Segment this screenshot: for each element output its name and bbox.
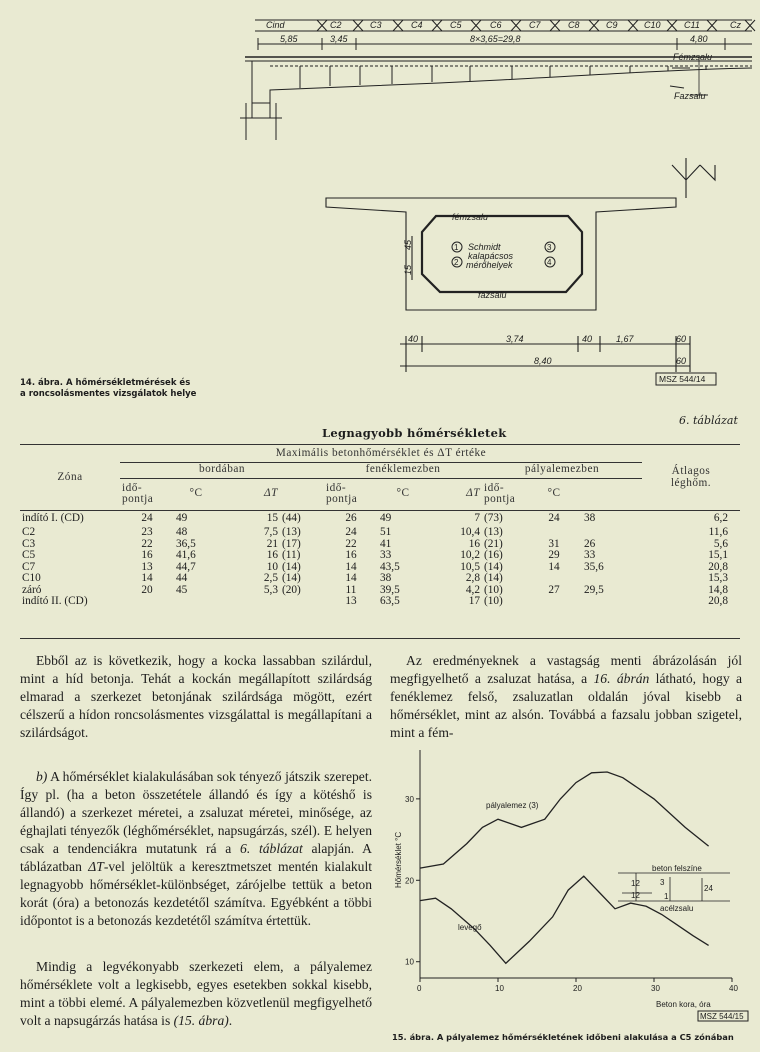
x-axis-label: Beton kora, óra bbox=[656, 1000, 711, 1009]
table-cell: 16 bbox=[468, 537, 480, 550]
table-cell: 24 bbox=[141, 512, 153, 524]
seg-label: Cind bbox=[266, 20, 285, 30]
temperature-table bbox=[20, 446, 740, 608]
table-cell: 4,2 bbox=[465, 583, 480, 596]
p3-a: Mindig a legvékonyabb szerkezeti elem, a pályalemez hőmérséklete volt a legkisebb, egyes esetekben sokkal kisebb, mint a többi elemé. A pályalemezben közvetlenül megfigyelhető volt a napsugárzás hatása is bbox=[20, 959, 372, 1028]
table-cell: 14 bbox=[345, 572, 357, 584]
table-cell: 49 bbox=[176, 512, 188, 524]
caption-line: 14. ábra. A hőmérsékletmérések és bbox=[20, 378, 191, 388]
table-cell: 16 bbox=[266, 549, 278, 561]
series-label: pályalemez (3) bbox=[486, 801, 539, 810]
table-cell: 15,1 bbox=[708, 549, 728, 561]
left-paragraph-2 bbox=[20, 768, 372, 930]
table-cell: 14 bbox=[141, 572, 153, 584]
table-cell: (21) bbox=[484, 537, 503, 550]
segment-joint bbox=[628, 20, 638, 31]
table-cell bbox=[526, 573, 582, 585]
group-fenek: fenéklemezben bbox=[324, 462, 482, 478]
segment-joint bbox=[667, 20, 677, 31]
col-c: °C bbox=[189, 487, 203, 500]
msz-14: MSZ 544/14 bbox=[659, 374, 706, 384]
fazsalu-label: Fazsalu bbox=[674, 91, 706, 101]
dim-label: 8×3,65=29,8 bbox=[470, 34, 521, 44]
dim-60a: 60 bbox=[676, 334, 687, 344]
table-cell: 7,5 bbox=[263, 526, 278, 538]
table-cell bbox=[582, 527, 642, 539]
header-top: Maximális betonhőmérséklet és ΔT értéke bbox=[120, 446, 642, 462]
col-ido bbox=[482, 478, 526, 510]
table-rule-top bbox=[20, 444, 740, 445]
table-cell: C7 bbox=[22, 560, 36, 573]
cs-fazsalu: fazsalu bbox=[478, 290, 507, 300]
table-cell: 14,8 bbox=[708, 583, 728, 596]
table-cell: C10 bbox=[22, 572, 41, 584]
dim-60b: 60 bbox=[676, 356, 687, 366]
x-tick-label: 40 bbox=[729, 984, 738, 993]
ann-beton-felszine: beton felszíne bbox=[652, 864, 702, 873]
table-row bbox=[20, 527, 740, 539]
table-cell: 23 bbox=[141, 526, 153, 538]
figure-14-cross-section bbox=[0, 150, 760, 385]
x-tick-label: 10 bbox=[495, 984, 504, 993]
series-label: levegő bbox=[458, 923, 482, 932]
y-tick-label: 10 bbox=[405, 957, 414, 967]
seg-label: C3 bbox=[370, 20, 382, 30]
marker-2: 2 bbox=[454, 258, 459, 267]
dim-374: 3,74 bbox=[506, 334, 524, 344]
table-cell bbox=[582, 573, 642, 585]
dim-40a: 40 bbox=[408, 334, 419, 344]
table-cell: 63,5 bbox=[380, 595, 400, 607]
col-dt: ΔT bbox=[466, 487, 480, 500]
dim-15: 15 bbox=[403, 264, 413, 275]
table-cell: (14) bbox=[282, 560, 301, 573]
table-cell: C2 bbox=[22, 526, 36, 538]
table-cell: 16 bbox=[141, 549, 153, 561]
segment-joint bbox=[589, 20, 599, 31]
table-cell: 43,5 bbox=[380, 560, 400, 573]
table-cell: 29 bbox=[548, 549, 560, 561]
ido-l2: pontja bbox=[326, 493, 358, 505]
table-cell: 35,6 bbox=[584, 560, 604, 573]
col-zone: Zóna bbox=[57, 471, 83, 483]
table-cell: 33 bbox=[584, 549, 596, 561]
group-palya: pályalemezben bbox=[482, 462, 642, 478]
table-cell: 16 bbox=[345, 549, 357, 561]
cs-merohelyek: mérőhelyek bbox=[466, 260, 513, 270]
segment-joint bbox=[353, 20, 363, 31]
table-row bbox=[20, 573, 740, 585]
table-cell: (44) bbox=[282, 512, 301, 524]
table-cell: 41 bbox=[380, 537, 392, 550]
table-cell: (14) bbox=[484, 572, 503, 584]
table-cell: 15 bbox=[266, 512, 278, 524]
p2-ref: 6. táblázat bbox=[240, 841, 303, 856]
table-cell: (20) bbox=[282, 583, 301, 596]
table-cell: (14) bbox=[282, 572, 301, 584]
table-number: 6. táblázat bbox=[679, 414, 738, 427]
table-cell: 5,3 bbox=[263, 583, 278, 596]
table-cell bbox=[174, 596, 218, 608]
col-ido bbox=[120, 478, 174, 510]
table-cell bbox=[120, 596, 174, 608]
series-line-2 bbox=[420, 876, 709, 963]
table-rule-bottom bbox=[20, 638, 740, 639]
msz-15: MSZ 544/15 bbox=[700, 1012, 744, 1021]
seg-label: C9 bbox=[606, 20, 618, 30]
table-cell bbox=[526, 527, 582, 539]
group-bordaban: bordában bbox=[120, 462, 324, 478]
segment-joint bbox=[550, 20, 560, 31]
table-cell: indító I. (CD) bbox=[22, 512, 84, 524]
table-cell: 13 bbox=[345, 595, 357, 607]
table-cell: 31 bbox=[548, 537, 560, 550]
ann-acelzsalu: acélzsalu bbox=[660, 904, 694, 913]
ann-m3: 3 bbox=[660, 878, 665, 887]
segment-joint bbox=[317, 20, 327, 31]
y-tick-label: 20 bbox=[405, 876, 414, 886]
table-cell: (16) bbox=[484, 549, 503, 561]
seg-label: Cz bbox=[730, 20, 741, 30]
ido-l2: pontja bbox=[484, 493, 516, 505]
table-cell: (10) bbox=[484, 595, 503, 607]
col-average-l2: léghőm. bbox=[670, 476, 712, 489]
ann-12b: 12 bbox=[631, 891, 640, 900]
table-row bbox=[20, 550, 740, 562]
table-cell: 11,6 bbox=[708, 526, 728, 538]
table-cell: 2,5 bbox=[263, 572, 278, 584]
segment-joint bbox=[432, 20, 442, 31]
marker-3: 3 bbox=[547, 243, 552, 252]
seg-label: C7 bbox=[529, 20, 541, 30]
table-cell: 2,8 bbox=[465, 572, 480, 584]
ann-24: 24 bbox=[704, 884, 713, 893]
table-cell: 20 bbox=[141, 583, 153, 596]
table-cell: 14 bbox=[345, 560, 357, 573]
table-cell: 38 bbox=[584, 512, 596, 524]
table-cell: 20,8 bbox=[708, 595, 728, 607]
table-cell bbox=[280, 596, 324, 608]
left-paragraph-3 bbox=[20, 958, 372, 1030]
table-cell: 51 bbox=[380, 526, 392, 538]
table-cell: 38 bbox=[380, 572, 392, 584]
p3-ref: (15. ábra) bbox=[173, 1013, 229, 1028]
segment-joint bbox=[707, 20, 717, 31]
table-cell: (11) bbox=[282, 549, 301, 561]
table-cell: C3 bbox=[22, 537, 36, 550]
figure-15-caption: 15. ábra. A pályalemez hőmérsékletének időbeni alakulása a C5 zónában bbox=[392, 1032, 734, 1042]
figure-14-longitudinal bbox=[0, 0, 760, 145]
table-cell: 10 bbox=[266, 560, 278, 573]
table-cell: 7 bbox=[474, 512, 480, 524]
table-cell bbox=[218, 596, 280, 608]
femzsalu-label: Fémzsalu bbox=[673, 52, 713, 62]
table-cell: 26 bbox=[345, 512, 357, 524]
table-cell: záró bbox=[22, 583, 42, 596]
col-c: °C bbox=[547, 487, 561, 500]
table-cell: 22 bbox=[141, 537, 153, 550]
table-cell: 22 bbox=[345, 537, 357, 550]
table-cell: (10) bbox=[484, 583, 503, 596]
x-tick-label: 0 bbox=[417, 984, 422, 993]
table-cell: 6,2 bbox=[713, 512, 728, 524]
table-cell: 39,5 bbox=[380, 583, 400, 596]
col-average-l1: Átlagos bbox=[671, 465, 711, 478]
p2-c: alapján. A táblázatban bbox=[20, 841, 372, 874]
table-cell bbox=[526, 596, 582, 608]
table-cell: 26 bbox=[584, 537, 596, 550]
dim-40b: 40 bbox=[582, 334, 593, 344]
col-c: °C bbox=[396, 487, 410, 500]
dim-label: 5,85 bbox=[280, 34, 298, 44]
r-p1-ref: 16. ábrán bbox=[593, 671, 650, 686]
table-cell: 29,5 bbox=[584, 583, 604, 596]
r-p1-b: látható, hogy a fenéklemez felső, zsaluzatlan oldalán jóval kisebb a hőmérséklet, mint az alsón. Továbbá a fazsalu jobban szigetel, mint a fém- bbox=[390, 671, 742, 740]
seg-label: C8 bbox=[568, 20, 580, 30]
ido-l1: idő- bbox=[484, 481, 505, 494]
table-row bbox=[20, 596, 740, 608]
table-cell: 10,4 bbox=[460, 526, 480, 538]
caption-line: a roncsolásmentes vizsgálatok helye bbox=[20, 389, 197, 399]
col-ido bbox=[324, 478, 378, 510]
table-cell: 44,7 bbox=[176, 560, 196, 573]
item-b: b) bbox=[36, 769, 48, 784]
table-cell: 33 bbox=[380, 549, 392, 561]
table-cell: 45 bbox=[176, 583, 188, 596]
table-cell: 24 bbox=[345, 526, 357, 538]
table-cell bbox=[582, 596, 642, 608]
seg-label: C2 bbox=[330, 20, 342, 30]
marker-4: 4 bbox=[547, 258, 552, 267]
table-cell: 41,6 bbox=[176, 549, 196, 561]
segment-joint bbox=[511, 20, 521, 31]
table-row bbox=[20, 510, 740, 527]
left-paragraph-1: Ebből az is következik, hogy a kocka lassabban szilárdul, mint a híd betonja. Tehát a kockán megállapított szilárdság elmarad a szerkezet betonjának szilárdsága mögött, ezért célszerű a hídon roncsolásmentes vizsgálattal is megállapítani a szilárdságot. bbox=[20, 653, 372, 740]
table-cell: 20,8 bbox=[708, 560, 728, 573]
x-tick-label: 20 bbox=[573, 984, 582, 993]
y-tick-label: 30 bbox=[405, 794, 414, 804]
p3-b: . bbox=[228, 1013, 233, 1028]
dim-167: 1,67 bbox=[616, 334, 634, 344]
table-cell: 21 bbox=[266, 537, 278, 550]
dim-label: 4,80 bbox=[690, 34, 708, 44]
cs-kalapacsos: kalapácsos bbox=[468, 251, 514, 261]
table-cell: 17 bbox=[468, 595, 480, 607]
figure-15-chart bbox=[390, 728, 750, 1028]
seg-label: C11 bbox=[684, 20, 700, 30]
seg-label: C6 bbox=[490, 20, 502, 30]
segment-joint bbox=[745, 20, 755, 31]
marker-1: 1 bbox=[454, 243, 459, 252]
segment-joint bbox=[471, 20, 481, 31]
col-dt: ΔT bbox=[264, 487, 278, 500]
table-cell: (73) bbox=[484, 512, 503, 524]
series-line-1 bbox=[420, 772, 709, 868]
table-cell: 13 bbox=[141, 560, 153, 573]
table-cell: 15,3 bbox=[708, 572, 728, 584]
seg-label: C4 bbox=[411, 20, 423, 30]
col-average bbox=[642, 446, 740, 510]
table-cell: (17) bbox=[282, 537, 301, 550]
p2-dt: ΔT bbox=[88, 859, 104, 874]
table-cell: 10,5 bbox=[460, 560, 480, 573]
cs-schmidt: Schmidt bbox=[468, 242, 501, 252]
y-axis-label: Hőmérséklet °C bbox=[394, 831, 403, 888]
dim-label: 3,45 bbox=[330, 34, 348, 44]
table-cell: 48 bbox=[176, 526, 188, 538]
dim-45: 45 bbox=[403, 239, 413, 250]
table-cell: indító II. (CD) bbox=[22, 595, 88, 607]
table-cell: 44 bbox=[176, 572, 188, 584]
seg-label: C10 bbox=[644, 20, 661, 30]
table-cell: 10,2 bbox=[460, 549, 480, 561]
segment-joint bbox=[393, 20, 403, 31]
table-cell: 49 bbox=[380, 512, 392, 524]
table-cell: 14 bbox=[548, 560, 560, 573]
table-cell: C5 bbox=[22, 549, 36, 561]
ido-l2: pontja bbox=[122, 493, 154, 505]
table-cell: 36,5 bbox=[176, 537, 196, 550]
cs-femzsalu: fémzsalu bbox=[452, 212, 489, 222]
table-cell: (14) bbox=[484, 560, 503, 573]
table-cell: 24 bbox=[548, 512, 560, 524]
x-tick-label: 30 bbox=[651, 984, 660, 993]
ido-l1: idő- bbox=[326, 481, 347, 494]
p2-d: -vel jelöltük a keresztmetszet mentén kialakult legnagyobb hőmérséklet-különbséget, zárójelbe tettük a beton korát (óra) a betonozás kezdetétől számítva. Egyébként a többi időpontot is a betonozás kezdetétől számítva értettük. bbox=[20, 859, 373, 928]
table-cell: (13) bbox=[484, 526, 503, 538]
ido-l1: idő- bbox=[122, 481, 143, 494]
table-cell: 27 bbox=[548, 583, 560, 596]
r-p1-a: Az eredményeknek a vastagság menti ábrázolásán jól megfigyelhető a zsaluzat hatása, a bbox=[390, 653, 742, 686]
ann-12a: 12 bbox=[631, 879, 640, 888]
table-cell: (13) bbox=[282, 526, 301, 538]
table-cell: 5,6 bbox=[713, 537, 728, 550]
table-title: Legnagyobb hőmérsékletek bbox=[322, 426, 507, 440]
p2-a: A hőmérséklet kialakulásában sok tényező játszik szerepet. Így pl. (ha a beton összetétele állandó és így a kötéshő is állandó) a szerkezet méretei, a zsaluzat méretei, minősége, az éghajlati tényezők (léghőmérséklet, napsugárzás, szél). E helyen csak a tendenciákra mutatunk rá a bbox=[20, 769, 372, 856]
ann-m1: 1 bbox=[664, 892, 669, 901]
dim-840: 8,40 bbox=[534, 356, 552, 366]
figure-14-caption bbox=[20, 378, 196, 400]
seg-label: C5 bbox=[450, 20, 462, 30]
table-cell: 11 bbox=[345, 583, 357, 596]
